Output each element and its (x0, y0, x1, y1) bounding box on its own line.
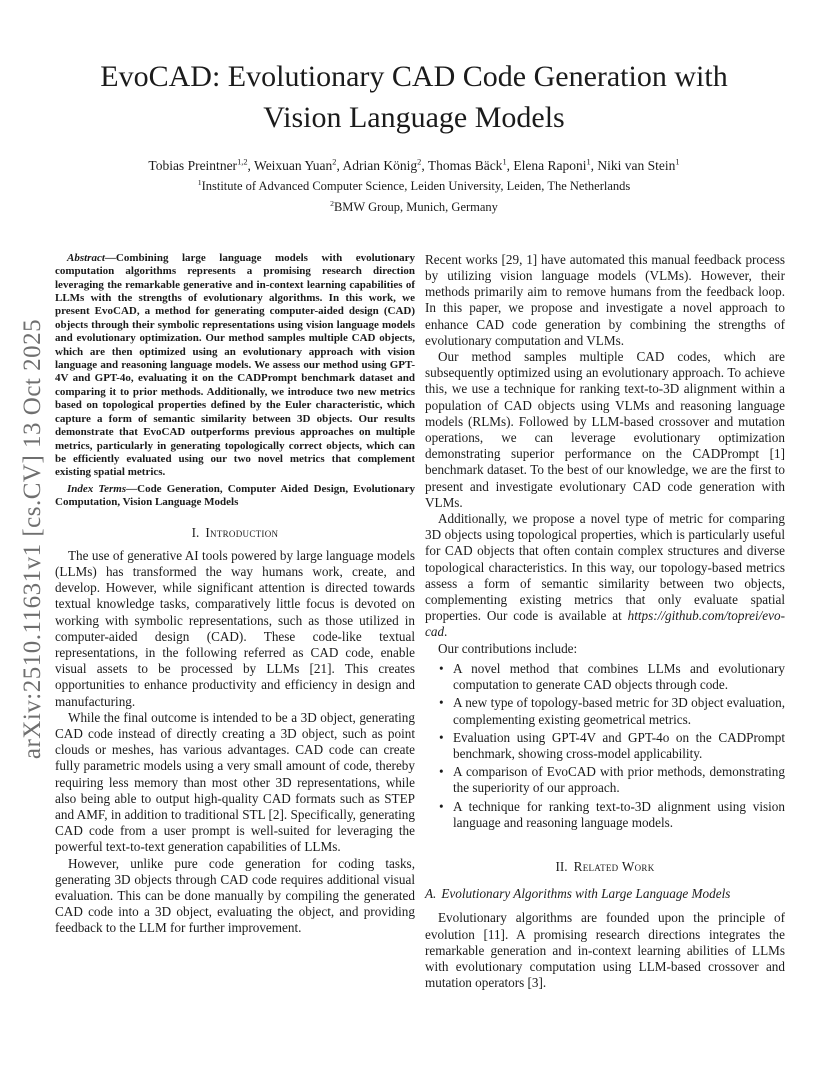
intro-paragraph-1: The use of generative AI tools powered by large language models (LLMs) has transformed the way humans work, create, and develop. However, while significant attention is directed towards textual knowledge tasks, comparatively little focus is devoted on working with symbolic representations, such as those utilized in computer-aided design (CAD). These code-like textual representations, in the following referred as CAD code, enable visual assets to be processed by LLMs [21]. This creates opportunities to enhance productivity and efficiency in design and manufacturing. (55, 547, 415, 709)
index-terms-paragraph (55, 483, 415, 510)
contribution-item: • A novel method that combines LLMs and evolutionary computation to generate CAD objects through code. (453, 661, 785, 693)
index-terms-dash: — (126, 482, 138, 495)
index-terms-text: Code Generation, Computer Aided Design, Evolutionary Computation, Vision Language Models (55, 482, 415, 509)
affiliation-superscript: 1 (197, 177, 202, 187)
two-column-body (0, 252, 828, 992)
body-paragraph-recent-works: Recent works [29, 1] have automated this manual feedback process by utilizing vision language models (VLMs). However, their methods primarily aim to remove humans from the feedback loop. In this paper, we propose and investigate a novel approach to enhance CAD code generation by combining the strengths of evolutionary computation and VLMs. (425, 251, 785, 348)
author-name: Weixuan Yuan$^2$, (254, 157, 343, 173)
affiliation-line-2: $^2$BMW Group, Munich, Germany (330, 198, 498, 214)
contribution-item: • A new type of topology-based metric for 3D object evaluation, complementing existing geometrical metrics. (453, 695, 785, 727)
author-affiliation-superscript: 2 (332, 157, 337, 166)
authors-line (0, 157, 828, 174)
body-paragraph-method: Our method samples multiple CAD codes, which are subsequently optimized using an evolutionary approach. To achieve this, we use a technique for ranking text-to-3D alignment within a population of CAD objects using VLMs and reasoning language models (RLMs). Followed by LLM-based crossover and mutation operations, we can leverage evolutionary optimization demonstrating superior performance on the CADPrompt [1] benchmark dataset. To the best of our knowledge, we are the first to present and investigate evolutionary CAD code generation with VLMs. (425, 349, 785, 510)
code-repository-link[interactable]: https://github.com/toprei/evo-cad (425, 608, 785, 640)
paper-title (0, 56, 828, 138)
affiliation-line-1: $^1$Institute of Advanced Computer Science, Leiden University, Leiden, The Netherlands (197, 177, 631, 193)
author-separator: , (336, 157, 343, 173)
right-column (425, 252, 785, 992)
body-paragraph-metrics: Additionally, we propose a novel type of metric for comparing 3D objects using topological properties, which is particularly useful for CAD objects that often contain complex structures and diverse topological characteristics. In this way, our topology-based metrics assess a form of semantic similarity between two objects, complementing existing metrics that only evaluate spatial properties. Our code is available at https://github.com/toprei/evo-cad. (425, 511, 785, 640)
author-affiliation-superscript: 1 (586, 157, 591, 166)
author-separator: , (247, 157, 255, 173)
author-name: Elena Raponi$^1$, (513, 157, 598, 173)
author-separator: , (506, 157, 514, 173)
abstract-label: Abstract (67, 251, 105, 264)
contributions-intro: Our contributions include: (438, 640, 578, 656)
section-heading-related-work: II. Related Work (555, 858, 655, 874)
abstract-text: Combining large language models with evolutionary computation algorithms represents a promising research direction leveraging the remarkable generative and in-context learning capabilities of LLMs with the strengths of evolutionary algorithms. In this work, we present EvoCAD, a method for generating computer-aided design (CAD) objects through their symbolic representations using vision language models and evolutionary optimization. Our method samples multiple CAD objects, which are then optimized using an evolutionary approach with vision language and reasoning language models. We assess our method using GPT-4V and GPT-4o, evaluating it on the CADPrompt benchmark dataset and comparing it to prior methods. Additionally, we introduce two new metrics based on topological properties defined by the Euler characteristic, which capture a form of semantic similarity between 3D objects. Our results demonstrate that EvoCAD outperforms previous approaches on multiple metrics, particularly in generating topologically correct objects, which can be efficiently evaluated using our two novel metrics that complement existing spatial metrics. (55, 251, 415, 479)
arxiv-stamp: arXiv:2510.11631v1 [cs.CV] 13 Oct 2025 (19, 318, 46, 760)
left-column (55, 252, 415, 992)
author-separator: , (590, 157, 598, 173)
related-work-paragraph: Evolutionary algorithms are founded upon the principle of evolution [11]. A promising research directions integrates the remarkable generation and in-context learning abilities of LLMs with evolutionary computation using LLM-based crossover and mutation operators [3]. (425, 910, 785, 991)
author-name: Tobias Preintner$^{1,2}$, (148, 157, 255, 173)
intro-paragraph-2: While the final outcome is intended to be a 3D object, generating CAD code instead of directly creating a 3D object, such as point clouds or meshes, has various advantages. CAD code can create fully parametric models using a very small amount of code, thereby requiring less memory than most other 3D representations, while also being able to output high-quality CAD formats such as STEP and AMF, in addition to traditional STL [2]. Specifically, generating CAD code from a user prompt is well-suited for leveraging the powerful text-to-text generation capabilities of LLMs. (55, 709, 415, 855)
abstract-dash: — (104, 251, 116, 264)
paper-title-line-2: Vision Language Models (263, 101, 565, 134)
author-name: Thomas Bäck$^1$, (427, 157, 514, 173)
author-name: Adrian König$^2$, (342, 157, 428, 173)
section-heading-introduction: I. Introduction (191, 524, 279, 540)
contribution-item: • A comparison of EvoCAD with prior methods, demonstrating the superiority of our approach. (453, 764, 785, 796)
affiliation-superscript: 2 (330, 198, 334, 208)
author-affiliation-superscript: 1 (502, 157, 507, 166)
subsection-heading-evolutionary-algorithms: A. Evolutionary Algorithms with Large Language Models (425, 886, 731, 902)
index-terms-label: Index Terms (67, 482, 127, 495)
intro-paragraph-3: However, unlike pure code generation for coding tasks, generating 3D objects through CAD code requires additional visual evaluation. This can be done manually by compiling the generated CAD code into a 3D object, evaluating the object, and providing feedback to the LLM for further improvement. (55, 855, 415, 936)
author-separator: , (421, 157, 428, 173)
contribution-item: • Evaluation using GPT-4V and GPT-4o on the CADPrompt benchmark, showing cross-model applicability. (453, 730, 785, 762)
abstract-paragraph (55, 252, 415, 480)
paper-header (0, 0, 828, 216)
author-affiliation-superscript: 2 (417, 157, 422, 166)
contribution-item: • A technique for ranking text-to-3D alignment using vision language and reasoning language models. (453, 799, 785, 831)
contributions-list (425, 661, 785, 831)
author-affiliation-superscript: 1,2 (237, 157, 248, 166)
paper-title-line-1: EvoCAD: Evolutionary CAD Code Generation with (100, 60, 728, 93)
author-affiliation-superscript: 1 (675, 157, 680, 166)
author-name: Niki van Stein$^1$ (597, 157, 680, 173)
